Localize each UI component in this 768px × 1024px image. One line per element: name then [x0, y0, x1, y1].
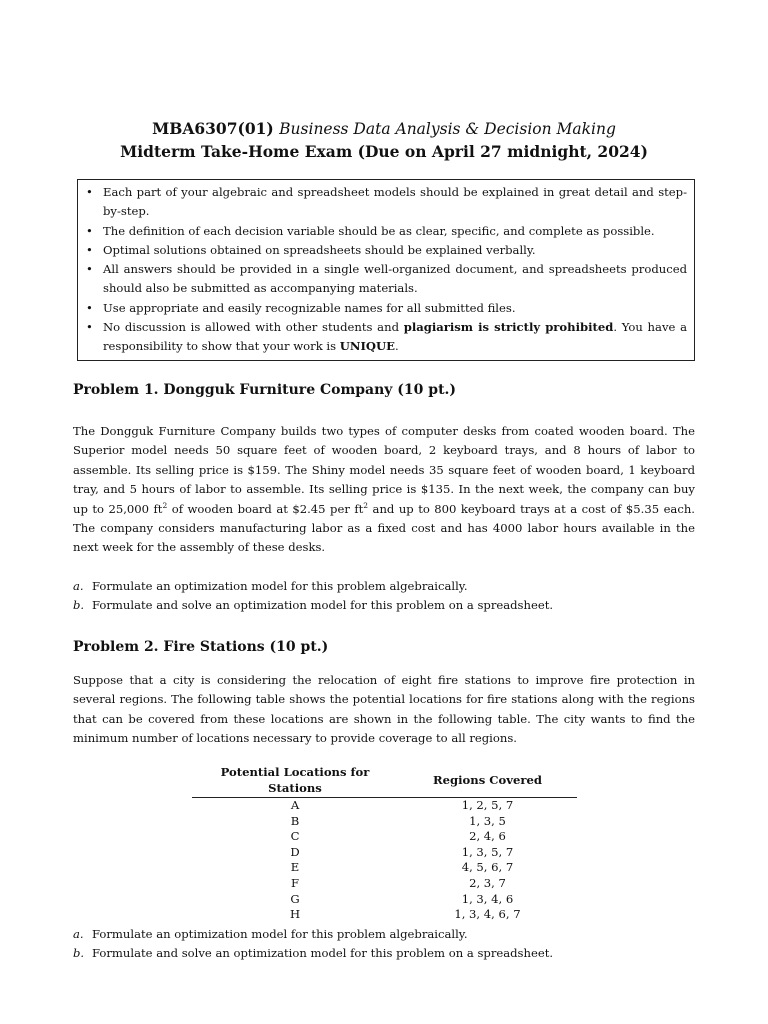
- column-header-regions: Regions Covered: [398, 764, 577, 798]
- table-row: F 2, 3, 7: [290, 875, 506, 890]
- task-item: b. Formulate and solve an optimization model for this problem on a spreadsheet.: [73, 598, 554, 613]
- instruction-item: • Use appropriate and easily recognizable names for all submitted files.: [84, 299, 687, 318]
- table-row: C 2, 4, 6: [290, 829, 506, 844]
- table-row: E 4, 5, 6, 7: [290, 860, 514, 875]
- superscript: 2: [162, 500, 168, 510]
- bullet-icon: •: [86, 262, 93, 277]
- course-code: MBA6307(01): [152, 119, 274, 138]
- table-header-row: [192, 764, 577, 798]
- bullet-icon: •: [86, 320, 93, 335]
- instruction-item: • Optimal solutions obtained on spreadsheets should be explained verbally.: [84, 241, 687, 260]
- instruction-item: • The definition of each decision variable should be as clear, specific, and complete as possible.: [84, 222, 687, 241]
- plagiarism-warning: plagiarism is strictly prohibited: [403, 320, 614, 335]
- problem2-heading: Problem 2. Fire Stations (10 pt.): [73, 639, 329, 655]
- task-item: a. Formulate an optimization model for this problem algebraically.: [73, 579, 468, 593]
- instruction-item: • No discussion is allowed with other students and plagiarism is strictly prohibited. You have a responsibility to show that your work is UNIQUE.: [86, 320, 687, 354]
- bullet-icon: •: [86, 223, 93, 238]
- exam-title-block: [0, 118, 768, 163]
- instructions-box: [77, 179, 695, 361]
- problem2-description: Suppose that a city is considering the relocation of eight fire stations to improve fire protection in several regions. The following table shows the potential locations for fire stations along with the regions that can be covered from these locations are shown in the following table. The city wants to find the minimum number of locations necessary to provide coverage to all regions.: [73, 673, 695, 746]
- fire-stations-table: [192, 764, 577, 923]
- problem1-tasks: [73, 577, 695, 616]
- bullet-icon: •: [86, 185, 93, 199]
- problem1-description: The Dongguk Furniture Company builds two types of computer desks from coated wooden board. The Superior model needs 50 square feet of wooden board, 2 keyboard trays, and 8 hours of labor to assemble. Its selling price is $159. The Shiny model needs 35 square feet of wooden board, 1 keyboard tray, and 5 hours of labor to assemble. Its selling price is $135. In the next week, the company can buy up to 25,000 $ft^2$ of wooden board at $2.45 per $ft^2$ and up to 800 keyboard trays at a cost of $5.35 each. The company considers manufacturing labor as a fixed cost and has 4000 labor hours available in the next week for the assembly of these desks.: [73, 424, 695, 555]
- course-title: Business Data Analysis & Decision Making: [279, 120, 616, 138]
- task-item: a. Formulate an optimization model for this problem algebraically.: [73, 927, 468, 941]
- instructions-list: [84, 183, 687, 357]
- table-row: G 1, 3, 4, 6: [290, 891, 514, 906]
- bullet-icon: •: [86, 300, 93, 315]
- table-row: D 1, 3, 5, 7: [290, 844, 514, 859]
- table-row: B 1, 3, 5: [290, 813, 506, 828]
- exam-due-line: Midterm Take-Home Exam (Due on April 27 midnight, 2024): [120, 142, 648, 161]
- superscript: 2: [363, 500, 369, 510]
- problem2-tasks: [73, 925, 695, 964]
- instruction-item: • Each part of your algebraic and spreadsheet models should be explained in great detail and step-by-step.: [86, 185, 687, 219]
- task-item: b. Formulate and solve an optimization model for this problem on a spreadsheet.: [73, 946, 554, 961]
- instruction-item: • All answers should be provided in a single well-organized document, and spreadsheets produced should also be submitted as accompanying materials.: [86, 262, 687, 296]
- column-header-locations: Potential Locations for Stations: [192, 764, 398, 798]
- course-title-line: [0, 118, 768, 140]
- bullet-icon: •: [86, 242, 93, 257]
- table-row: A 1, 2, 5, 7: [290, 798, 514, 812]
- problem1-heading: Problem 1. Dongguk Furniture Company (10 pt.): [73, 382, 457, 398]
- table-row: H 1, 3, 4, 6, 7: [289, 907, 521, 922]
- unique-emphasis: UNIQUE: [339, 339, 395, 354]
